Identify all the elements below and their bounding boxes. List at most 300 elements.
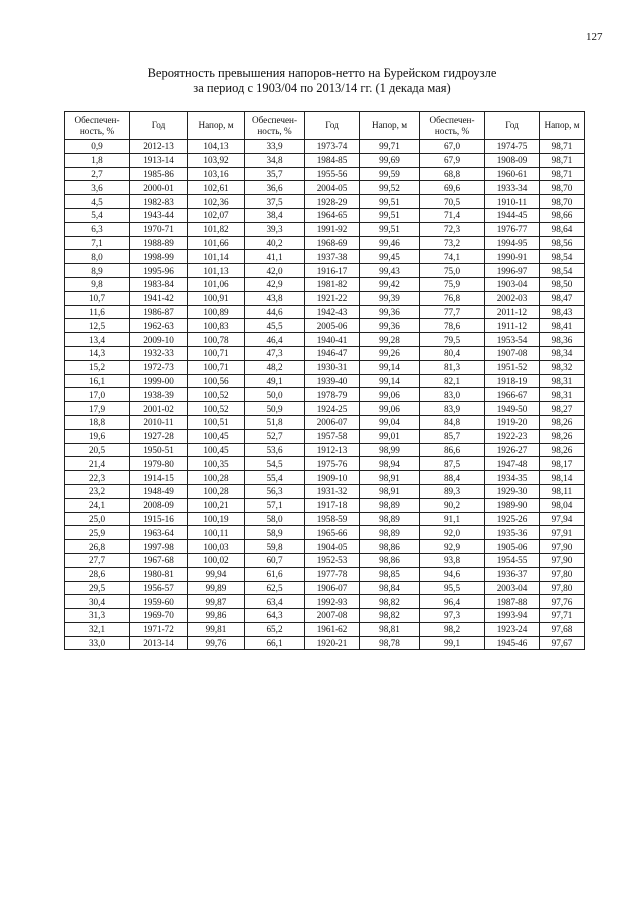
table-cell: 1943-44 (130, 208, 188, 222)
table-cell: 1929-30 (485, 484, 540, 498)
table-cell: 90,2 (420, 498, 485, 512)
table-cell: 99,06 (360, 402, 420, 416)
table-cell: 98,84 (360, 581, 420, 595)
table-cell: 59,8 (245, 540, 305, 554)
table-cell: 98,34 (540, 346, 585, 360)
table-cell: 97,80 (540, 581, 585, 595)
table-cell: 99,26 (360, 346, 420, 360)
table-cell: 98,27 (540, 402, 585, 416)
table-cell: 102,07 (188, 208, 245, 222)
table-cell: 1974-75 (485, 140, 540, 154)
table-cell: 1999-00 (130, 374, 188, 388)
table-cell: 98,85 (360, 567, 420, 581)
table-cell: 62,5 (245, 581, 305, 595)
table-cell: 98,31 (540, 374, 585, 388)
table-cell: 1922-23 (485, 429, 540, 443)
table-cell: 99,89 (188, 581, 245, 595)
table-cell: 13,4 (65, 333, 130, 347)
table-row (65, 540, 585, 554)
table-row (65, 374, 585, 388)
table-cell: 1959-60 (130, 595, 188, 609)
table-cell: 91,1 (420, 512, 485, 526)
table-cell: 99,14 (360, 374, 420, 388)
table-cell: 39,3 (245, 222, 305, 236)
table-cell: 1970-71 (130, 222, 188, 236)
table-cell: 92,9 (420, 540, 485, 554)
table-cell: 86,6 (420, 443, 485, 457)
table-cell: 81,3 (420, 360, 485, 374)
table-row (65, 553, 585, 567)
table-cell: 2012-13 (130, 140, 188, 154)
table-cell: 61,6 (245, 567, 305, 581)
table-row (65, 140, 585, 154)
table-cell: 53,6 (245, 443, 305, 457)
table-cell: 1930-31 (305, 360, 360, 374)
table-cell: 65,2 (245, 622, 305, 636)
table-cell: 60,7 (245, 553, 305, 567)
table-header-row (65, 112, 585, 140)
table-cell: 1910-11 (485, 195, 540, 209)
table-row (65, 609, 585, 623)
table-cell: 48,2 (245, 360, 305, 374)
table-row (65, 622, 585, 636)
table-cell: 1965-66 (305, 526, 360, 540)
table-cell: 8,0 (65, 250, 130, 264)
table-cell: 1,8 (65, 153, 130, 167)
table-cell: 99,28 (360, 333, 420, 347)
table-cell: 58,9 (245, 526, 305, 540)
table-cell: 100,02 (188, 553, 245, 567)
table-row (65, 443, 585, 457)
table-cell: 89,3 (420, 484, 485, 498)
table-cell: 98,11 (540, 484, 585, 498)
table-cell: 84,8 (420, 415, 485, 429)
table-cell: 97,3 (420, 609, 485, 623)
table-cell: 99,36 (360, 319, 420, 333)
table-cell: 101,13 (188, 264, 245, 278)
title-line-1: Вероятность превышения напоров-нетто на Бурейском гидроузле (147, 66, 497, 80)
table-cell: 1980-81 (130, 567, 188, 581)
table-cell: 2001-02 (130, 402, 188, 416)
table-cell: 94,6 (420, 567, 485, 581)
table-cell: 1936-37 (485, 567, 540, 581)
table-cell: 99,59 (360, 167, 420, 181)
table-cell: 5,4 (65, 208, 130, 222)
table-cell: 1960-61 (485, 167, 540, 181)
table-cell: 1962-63 (130, 319, 188, 333)
table-cell: 83,0 (420, 388, 485, 402)
table-cell: 100,03 (188, 540, 245, 554)
table-cell: 55,4 (245, 471, 305, 485)
table-cell: 1916-17 (305, 264, 360, 278)
table-cell: 98,47 (540, 291, 585, 305)
table-cell: 1977-78 (305, 567, 360, 581)
table-cell: 11,6 (65, 305, 130, 319)
table-cell: 38,4 (245, 208, 305, 222)
table-cell: 99,86 (188, 609, 245, 623)
table-cell: 2013-14 (130, 636, 188, 650)
table-cell: 99,76 (188, 636, 245, 650)
table-cell: 100,45 (188, 429, 245, 443)
page-number: 127 (586, 31, 603, 43)
table-cell: 1986-87 (130, 305, 188, 319)
table-row (65, 319, 585, 333)
table-cell: 8,9 (65, 264, 130, 278)
table-cell: 100,78 (188, 333, 245, 347)
table-cell: 103,16 (188, 167, 245, 181)
title-line-2: за период с 1903/04 по 2013/14 гг. (1 декада мая) (193, 81, 451, 95)
table-cell: 1925-26 (485, 512, 540, 526)
table-cell: 1953-54 (485, 333, 540, 347)
table-cell: 98,26 (540, 443, 585, 457)
table-cell: 25,0 (65, 512, 130, 526)
table-cell: 98,99 (360, 443, 420, 457)
table-cell: 32,1 (65, 622, 130, 636)
table-cell: 98,70 (540, 195, 585, 209)
table-row (65, 415, 585, 429)
table-cell: 1914-15 (130, 471, 188, 485)
table-cell: 98,26 (540, 415, 585, 429)
table-cell: 97,94 (540, 512, 585, 526)
table-row (65, 291, 585, 305)
table-cell: 99,45 (360, 250, 420, 264)
table-cell: 97,71 (540, 609, 585, 623)
table-cell: 23,2 (65, 484, 130, 498)
table-row (65, 484, 585, 498)
table-cell: 98,32 (540, 360, 585, 374)
table-cell: 1973-74 (305, 140, 360, 154)
table-cell: 99,04 (360, 415, 420, 429)
table-cell: 1989-90 (485, 498, 540, 512)
table-cell: 30,4 (65, 595, 130, 609)
table-row (65, 498, 585, 512)
table-row (65, 236, 585, 250)
table-cell: 1998-99 (130, 250, 188, 264)
table-cell: 1948-49 (130, 484, 188, 498)
table-row (65, 333, 585, 347)
table-cell: 22,3 (65, 471, 130, 485)
table-cell: 1990-91 (485, 250, 540, 264)
table-cell: 1992-93 (305, 595, 360, 609)
table-cell: 100,52 (188, 388, 245, 402)
table-cell: 99,69 (360, 153, 420, 167)
table-cell: 63,4 (245, 595, 305, 609)
table-cell: 97,67 (540, 636, 585, 650)
table-cell: 1951-52 (485, 360, 540, 374)
table-row (65, 167, 585, 181)
table-cell: 2002-03 (485, 291, 540, 305)
table-cell: 42,9 (245, 277, 305, 291)
table-cell: 1919-20 (485, 415, 540, 429)
table-cell: 1968-69 (305, 236, 360, 250)
table-cell: 98,43 (540, 305, 585, 319)
table-cell: 1995-96 (130, 264, 188, 278)
table-cell: 2,7 (65, 167, 130, 181)
table-cell: 1946-47 (305, 346, 360, 360)
table-cell: 1956-57 (130, 581, 188, 595)
table-cell: 7,1 (65, 236, 130, 250)
table-cell: 1981-82 (305, 277, 360, 291)
table-cell: 98,86 (360, 553, 420, 567)
table-cell: 100,19 (188, 512, 245, 526)
table-cell: 98,81 (360, 622, 420, 636)
table-cell: 1906-07 (305, 581, 360, 595)
table-cell: 99,39 (360, 291, 420, 305)
table-cell: 67,0 (420, 140, 485, 154)
table-cell: 74,1 (420, 250, 485, 264)
table-cell: 0,9 (65, 140, 130, 154)
table-cell: 75,9 (420, 277, 485, 291)
table-cell: 2006-07 (305, 415, 360, 429)
table-cell: 1952-53 (305, 553, 360, 567)
table-cell: 1913-14 (130, 153, 188, 167)
table-cell: 103,92 (188, 153, 245, 167)
table-cell: 57,1 (245, 498, 305, 512)
table-cell: 99,71 (360, 140, 420, 154)
table-row (65, 567, 585, 581)
table-cell: 97,80 (540, 567, 585, 581)
table-cell: 101,66 (188, 236, 245, 250)
table-cell: 1994-95 (485, 236, 540, 250)
table-cell: 1927-28 (130, 429, 188, 443)
table-cell: 67,9 (420, 153, 485, 167)
table-cell: 50,9 (245, 402, 305, 416)
table-cell: 1978-79 (305, 388, 360, 402)
table-cell: 98,78 (360, 636, 420, 650)
table-cell: 97,90 (540, 553, 585, 567)
table-cell: 1985-86 (130, 167, 188, 181)
table-body (65, 140, 585, 650)
table-cell: 96,4 (420, 595, 485, 609)
table-cell: 1964-65 (305, 208, 360, 222)
table-cell: 1918-19 (485, 374, 540, 388)
table-cell: 97,76 (540, 595, 585, 609)
table-cell: 1972-73 (130, 360, 188, 374)
table-cell: 98,17 (540, 457, 585, 471)
table-cell: 68,8 (420, 167, 485, 181)
table-cell: 100,56 (188, 374, 245, 388)
column-header: Напор, м (188, 112, 245, 140)
table-cell: 44,6 (245, 305, 305, 319)
table-cell: 17,9 (65, 402, 130, 416)
table-cell: 95,5 (420, 581, 485, 595)
table-cell: 1935-36 (485, 526, 540, 540)
column-header: Обеспечен-ность, % (245, 112, 305, 140)
table-cell: 98,36 (540, 333, 585, 347)
column-header: Обеспечен-ность, % (420, 112, 485, 140)
table-cell: 1923-24 (485, 622, 540, 636)
table-cell: 1944-45 (485, 208, 540, 222)
table-cell: 70,5 (420, 195, 485, 209)
table-cell: 33,0 (65, 636, 130, 650)
table-cell: 43,8 (245, 291, 305, 305)
table-cell: 1928-29 (305, 195, 360, 209)
table-cell: 1912-13 (305, 443, 360, 457)
table-cell: 10,7 (65, 291, 130, 305)
table-cell: 99,52 (360, 181, 420, 195)
table-cell: 1920-21 (305, 636, 360, 650)
table-cell: 98,82 (360, 609, 420, 623)
table-cell: 2004-05 (305, 181, 360, 195)
table-cell: 33,9 (245, 140, 305, 154)
table-cell: 98,26 (540, 429, 585, 443)
table-cell: 42,0 (245, 264, 305, 278)
table-cell: 99,51 (360, 222, 420, 236)
table-cell: 1924-25 (305, 402, 360, 416)
table-cell: 1976-77 (485, 222, 540, 236)
table-cell: 26,8 (65, 540, 130, 554)
table-cell: 24,1 (65, 498, 130, 512)
table-cell: 1940-41 (305, 333, 360, 347)
table-cell: 100,35 (188, 457, 245, 471)
table-cell: 46,4 (245, 333, 305, 347)
table-cell: 99,51 (360, 208, 420, 222)
probability-table (64, 111, 585, 650)
table-cell: 20,5 (65, 443, 130, 457)
table-cell: 1905-06 (485, 540, 540, 554)
table-cell: 58,0 (245, 512, 305, 526)
table-cell: 1915-16 (130, 512, 188, 526)
column-header: Год (130, 112, 188, 140)
table-cell: 1961-62 (305, 622, 360, 636)
table-cell: 99,51 (360, 195, 420, 209)
table-cell: 98,2 (420, 622, 485, 636)
table-cell: 83,9 (420, 402, 485, 416)
table-cell: 100,71 (188, 360, 245, 374)
table-cell: 35,7 (245, 167, 305, 181)
table-cell: 99,46 (360, 236, 420, 250)
table-cell: 1903-04 (485, 277, 540, 291)
table-cell: 25,9 (65, 526, 130, 540)
table-cell: 98,71 (540, 167, 585, 181)
table-cell: 2009-10 (130, 333, 188, 347)
table-cell: 2010-11 (130, 415, 188, 429)
table-cell: 100,45 (188, 443, 245, 457)
table-cell: 14,3 (65, 346, 130, 360)
table-cell: 1975-76 (305, 457, 360, 471)
table-cell: 2011-12 (485, 305, 540, 319)
table-cell: 1921-22 (305, 291, 360, 305)
table-cell: 2003-04 (485, 581, 540, 595)
table-row (65, 305, 585, 319)
table-cell: 1988-89 (130, 236, 188, 250)
table-cell: 99,42 (360, 277, 420, 291)
table-cell: 21,4 (65, 457, 130, 471)
table-row (65, 208, 585, 222)
table-cell: 47,3 (245, 346, 305, 360)
table-cell: 79,5 (420, 333, 485, 347)
table-cell: 2005-06 (305, 319, 360, 333)
table-row (65, 471, 585, 485)
table-cell: 1911-12 (485, 319, 540, 333)
table-cell: 1950-51 (130, 443, 188, 457)
table-cell: 88,4 (420, 471, 485, 485)
table-cell: 99,01 (360, 429, 420, 443)
table-row (65, 429, 585, 443)
table-cell: 64,3 (245, 609, 305, 623)
table-cell: 100,28 (188, 484, 245, 498)
table-cell: 37,5 (245, 195, 305, 209)
table-cell: 98,54 (540, 250, 585, 264)
table-cell: 31,3 (65, 609, 130, 623)
table-cell: 98,54 (540, 264, 585, 278)
table-cell: 18,8 (65, 415, 130, 429)
table-cell: 98,70 (540, 181, 585, 195)
table-cell: 99,14 (360, 360, 420, 374)
table-cell: 1955-56 (305, 167, 360, 181)
table-row (65, 153, 585, 167)
table-cell: 49,1 (245, 374, 305, 388)
table-cell: 1941-42 (130, 291, 188, 305)
table-cell: 100,71 (188, 346, 245, 360)
table-cell: 52,7 (245, 429, 305, 443)
table-cell: 98,71 (540, 153, 585, 167)
table-cell: 1966-67 (485, 388, 540, 402)
table-cell: 78,6 (420, 319, 485, 333)
table-cell: 56,3 (245, 484, 305, 498)
table-cell: 15,2 (65, 360, 130, 374)
table-cell: 98,14 (540, 471, 585, 485)
table-cell: 99,81 (188, 622, 245, 636)
table-row (65, 195, 585, 209)
column-header: Напор, м (360, 112, 420, 140)
table-cell: 40,2 (245, 236, 305, 250)
table-cell: 93,8 (420, 553, 485, 567)
table-cell: 29,5 (65, 581, 130, 595)
table-cell: 2000-01 (130, 181, 188, 195)
document-title (60, 66, 584, 96)
table-cell: 27,7 (65, 553, 130, 567)
table-cell: 1993-94 (485, 609, 540, 623)
table-cell: 1987-88 (485, 595, 540, 609)
table-cell: 98,50 (540, 277, 585, 291)
table-cell: 100,21 (188, 498, 245, 512)
table-cell: 100,51 (188, 415, 245, 429)
table-cell: 100,83 (188, 319, 245, 333)
table-cell: 98,64 (540, 222, 585, 236)
table-cell: 1908-09 (485, 153, 540, 167)
table-cell: 45,5 (245, 319, 305, 333)
table-cell: 1997-98 (130, 540, 188, 554)
table-cell: 98,89 (360, 512, 420, 526)
table-row (65, 250, 585, 264)
table-cell: 1926-27 (485, 443, 540, 457)
table-cell: 1982-83 (130, 195, 188, 209)
table-cell: 41,1 (245, 250, 305, 264)
table-cell: 76,8 (420, 291, 485, 305)
table-cell: 1958-59 (305, 512, 360, 526)
table-cell: 101,06 (188, 277, 245, 291)
table-cell: 17,0 (65, 388, 130, 402)
table-cell: 3,6 (65, 181, 130, 195)
table-cell: 72,3 (420, 222, 485, 236)
table-cell: 101,14 (188, 250, 245, 264)
table-cell: 102,36 (188, 195, 245, 209)
table-cell: 1907-08 (485, 346, 540, 360)
table-cell: 99,06 (360, 388, 420, 402)
table-row (65, 512, 585, 526)
table-cell: 2008-09 (130, 498, 188, 512)
table-cell: 98,91 (360, 471, 420, 485)
table-cell: 1937-38 (305, 250, 360, 264)
table-cell: 2007-08 (305, 609, 360, 623)
table-cell: 9,8 (65, 277, 130, 291)
table-row (65, 636, 585, 650)
table-cell: 97,91 (540, 526, 585, 540)
table-cell: 100,89 (188, 305, 245, 319)
table-cell: 97,90 (540, 540, 585, 554)
table-row (65, 360, 585, 374)
